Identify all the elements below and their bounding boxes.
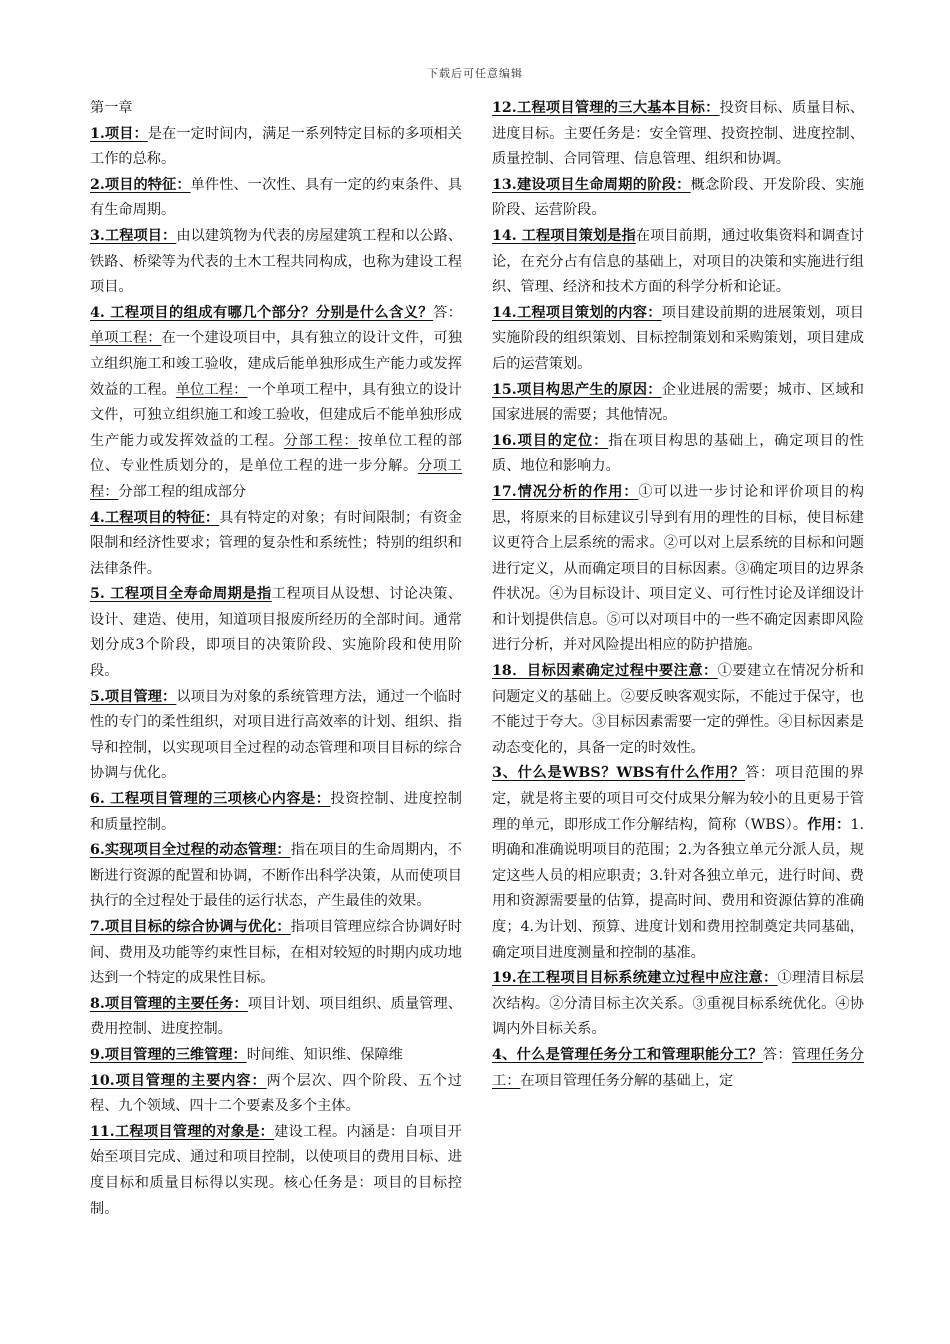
- entry-r1: [492, 173, 864, 224]
- entry-9: [90, 838, 462, 915]
- entry-term: 16.项目的定位：: [492, 432, 609, 449]
- entry-text: 建设工程。内涵是：自项目开始至项目完成、通过和项目控制，以使项目的费用目标、进度目标和质量目标得以实现。核心任务是：项目的目标控制。: [90, 1123, 462, 1217]
- entry-text: 1.明确和准确说明项目的范围；2.为各独立单元分派人员，规定这些人员的相应职责；3.针对各独立单元，进行时间、费用和资源需要量的估算，提高时间、费用和资源估算的准确度；4.为计划、预算、进度计划和费用控制奠定共同基础，确定项目进度测量和控制的基准。: [492, 816, 864, 961]
- entry-7: [90, 685, 462, 787]
- entry-text: 以项目为对象的系统管理方法，通过一个临时性的专门的柔性组织，对项目进行高效率的计划、组织、指导和控制，以实现项目全过程的动态管理和项目目标的综合协调与优化。: [90, 688, 462, 782]
- entry-text: 概念阶段、开发阶段、实施阶段、运营阶段。: [492, 176, 864, 219]
- entry-text: 由以建筑物为代表的房屋建筑工程和以公路、铁路、桥梁等为代表的土木工程共同构成，也称为建设工程项目。: [90, 227, 462, 296]
- entry-text: 工程项目从设想、讨论决策、设计、建造、使用，知道项目报废所经历的全部时间。通常划分成3个阶段，即项目的决策阶段、实施阶段和使用阶段。: [90, 586, 462, 680]
- sub-text: 一个单项工程中，具有独立的设计文件，可独立组织施工和竣工验收，但建成后不能单独形成生产能力或发挥效益的工程。: [90, 381, 462, 449]
- entry-term: 4.工程项目的特征：: [90, 509, 220, 526]
- entry-text: 项目建设前期的进展策划，项目实施阶段的组织策划、目标控制策划和采购策划，项目建成后的运营策划。: [492, 304, 864, 372]
- entry-text: ①可以进一步讨论和评价项目的构思，将原来的目标建议引导到有用的理性的目标，使目标建议更符合上层系统的需求。②可以对上层系统的目标和问题进行定义，从而确定项目的目标因素。③确定项目的边界条件状况。④为目标设计、项目定义、可行性讨论及详细设计和计划提供信息。⑤可以对项目中的一些不确定因素即风险进行分析，并对风险提出相应的防护措施。: [492, 483, 864, 654]
- entry-text: 答：: [762, 1046, 792, 1063]
- entry-r7: [492, 659, 864, 761]
- left-column: [90, 96, 462, 1222]
- entry-r3: [492, 301, 864, 378]
- entry-r10: [492, 1043, 864, 1094]
- entry-text: 企业进展的需要；城市、区域和国家进展的需要；其他情况。: [492, 381, 864, 424]
- entry-term: 5.项目管理：: [90, 688, 177, 705]
- entry-text: 答：: [433, 304, 462, 321]
- entry-r2: [492, 224, 864, 301]
- entry-2: [90, 173, 462, 224]
- entry-text: 答：项目范围的界定，就是将主要的项目可交付成果分解为较小的且更易于管理的单元，即形成工作分解结构，简称（WBS）。: [492, 765, 864, 833]
- entry-8: [90, 787, 462, 838]
- sub-term: 单位工程：: [175, 381, 248, 398]
- sub-text: 在项目管理任务分解的基础上，定: [520, 1072, 734, 1089]
- entry-term: 5. 工程项目全寿命周期是指: [90, 586, 272, 603]
- entry-text: 具有特定的对象；有时间限制；有资金限制和经济性要求；管理的复杂性和系统性；特别的组织和法律条件。: [90, 509, 462, 577]
- sub-text: 分部工程的组成部分: [118, 483, 247, 500]
- entry-text: 时间维、知识维、保障维: [246, 1046, 403, 1063]
- entry-term: 12.工程项目管理的三大基本目标：: [492, 100, 720, 116]
- entry-10: [90, 915, 462, 992]
- entry-4: [90, 301, 462, 506]
- entry-text: 是在一定时间内，满足一系列特定目标的多项相关工作的总称。: [90, 125, 462, 168]
- sub-term: 单项工程：: [90, 330, 162, 347]
- sub-term: 分部工程：: [283, 432, 359, 449]
- entry-text: 单件性、一次性、具有一定的约束条件、具有生命周期。: [90, 176, 462, 219]
- entry-term: 4、什么是管理任务分工和管理职能分工？: [492, 1046, 763, 1063]
- entry-r5: [492, 429, 864, 480]
- entry-6: [90, 582, 462, 684]
- entry-term: 4. 工程项目的组成有哪几个部分？分别是什么含义？: [90, 304, 434, 321]
- entry-term: 13.建设项目生命周期的阶段：: [492, 176, 691, 193]
- entry-term: 3.工程项目：: [90, 227, 177, 244]
- entry-term: 14. 工程项目策划是指: [492, 227, 636, 244]
- entry-term: 3、什么是WBS？WBS有什么作用？: [492, 765, 746, 782]
- entry-14: [90, 1120, 462, 1222]
- entry-text: 两个层次、四个阶段、五个过程、九个领域、四十二个要素及多个主体。: [90, 1072, 462, 1115]
- entry-term: 7.项目目标的综合协调与优化：: [90, 919, 291, 935]
- entry-r4: [492, 378, 864, 429]
- entry-text: 投资控制、进度控制和质量控制。: [90, 791, 462, 833]
- entry-term: 9.项目管理的三维管理：: [90, 1046, 247, 1063]
- chapter-heading: 第一章: [90, 100, 133, 116]
- entry-term: 19.在工程项目目标系统建立过程中应注意：: [492, 970, 778, 987]
- entry-text: 投资目标、质量目标、进度目标。主要任务是：安全管理、投资控制、进度控制、质量控制、合同管理、信息管理、组织和协调。: [492, 100, 864, 168]
- entry-term: 10.项目管理的主要内容：: [90, 1072, 267, 1089]
- entry-text: ①理清目标层次结构。②分清目标主次关系。③重视目标系统优化。④协调内外目标关系。: [492, 970, 864, 1038]
- entry-r0: [492, 96, 864, 173]
- entry-11: [90, 992, 462, 1043]
- entry-text: 指在项目的生命周期内，不断进行资源的配置和协调，不断作出科学决策，从而使项目执行的全过程处于最佳的运行状态，产生最佳的效果。: [90, 842, 462, 910]
- sub-text: 按单位工程的部位、专业性质划分的，是单位工程的进一步分解。: [90, 432, 462, 475]
- entry-text: 指在项目构思的基础上，确定项目的性质、地位和影响力。: [492, 432, 864, 475]
- entry-term: 1.项目：: [90, 125, 148, 142]
- entry-12: [90, 1043, 462, 1069]
- entry-r6: [492, 480, 864, 659]
- entry-text: ①要建立在情况分析和问题定义的基础上。②要反映客观实际，不能过于保守，也不能过于夸大。③目标因素需要一定的弹性。④目标因素是动态变化的，具备一定的时效性。: [492, 663, 864, 756]
- entry-term: 11.工程项目管理的对象是：: [90, 1123, 275, 1140]
- entry-subheading: 作用：: [807, 816, 851, 833]
- entry-term: 17.情况分析的作用：: [492, 483, 639, 500]
- entry-13: [90, 1069, 462, 1120]
- entry-r9: [492, 966, 864, 1043]
- entry-text: 指项目管理应综合协调好时间、费用及功能等约束性目标，在相对较短的时期内成功地达到一个特定的成果性目标。: [90, 919, 462, 987]
- sub-text: 在一个建设项目中，具有独立的设计文件，可独立组织施工和竣工验收，建成后能单独形成生产能力或发挥效益的工程。: [90, 330, 462, 398]
- entry-term: 2.项目的特征：: [90, 176, 191, 193]
- entry-1: [90, 122, 462, 173]
- entry-term: 8.项目管理的主要任务：: [90, 995, 248, 1012]
- entry-5: [90, 506, 462, 583]
- entry-term: 14.工程项目策划的内容：: [492, 304, 662, 321]
- right-column: [492, 96, 864, 1094]
- sub-term: 分项工程：: [90, 458, 462, 500]
- entry-term: 18．目标因素确定过程中要注意：: [492, 663, 718, 680]
- page-header: 下载后可任意编辑: [427, 67, 523, 80]
- entry-text: 项目计划、项目组织、质量管理、费用控制、进度控制。: [90, 995, 462, 1038]
- entry-term: 15.项目构思产生的原因：: [492, 381, 662, 398]
- sub-term: 管理任务分工：: [492, 1046, 864, 1089]
- entry-r8: [492, 761, 864, 966]
- entry-text: 在项目前期，通过收集资料和调查讨论，在充分占有信息的基础上，对项目的决策和实施进行组织、管理、经济和技术方面的科学分析和论证。: [492, 227, 864, 296]
- entry-term: 6.实现项目全过程的动态管理：: [90, 842, 291, 859]
- entry-3: [90, 224, 462, 301]
- entry-term: 6. 工程项目管理的三项核心内容是：: [90, 791, 331, 808]
